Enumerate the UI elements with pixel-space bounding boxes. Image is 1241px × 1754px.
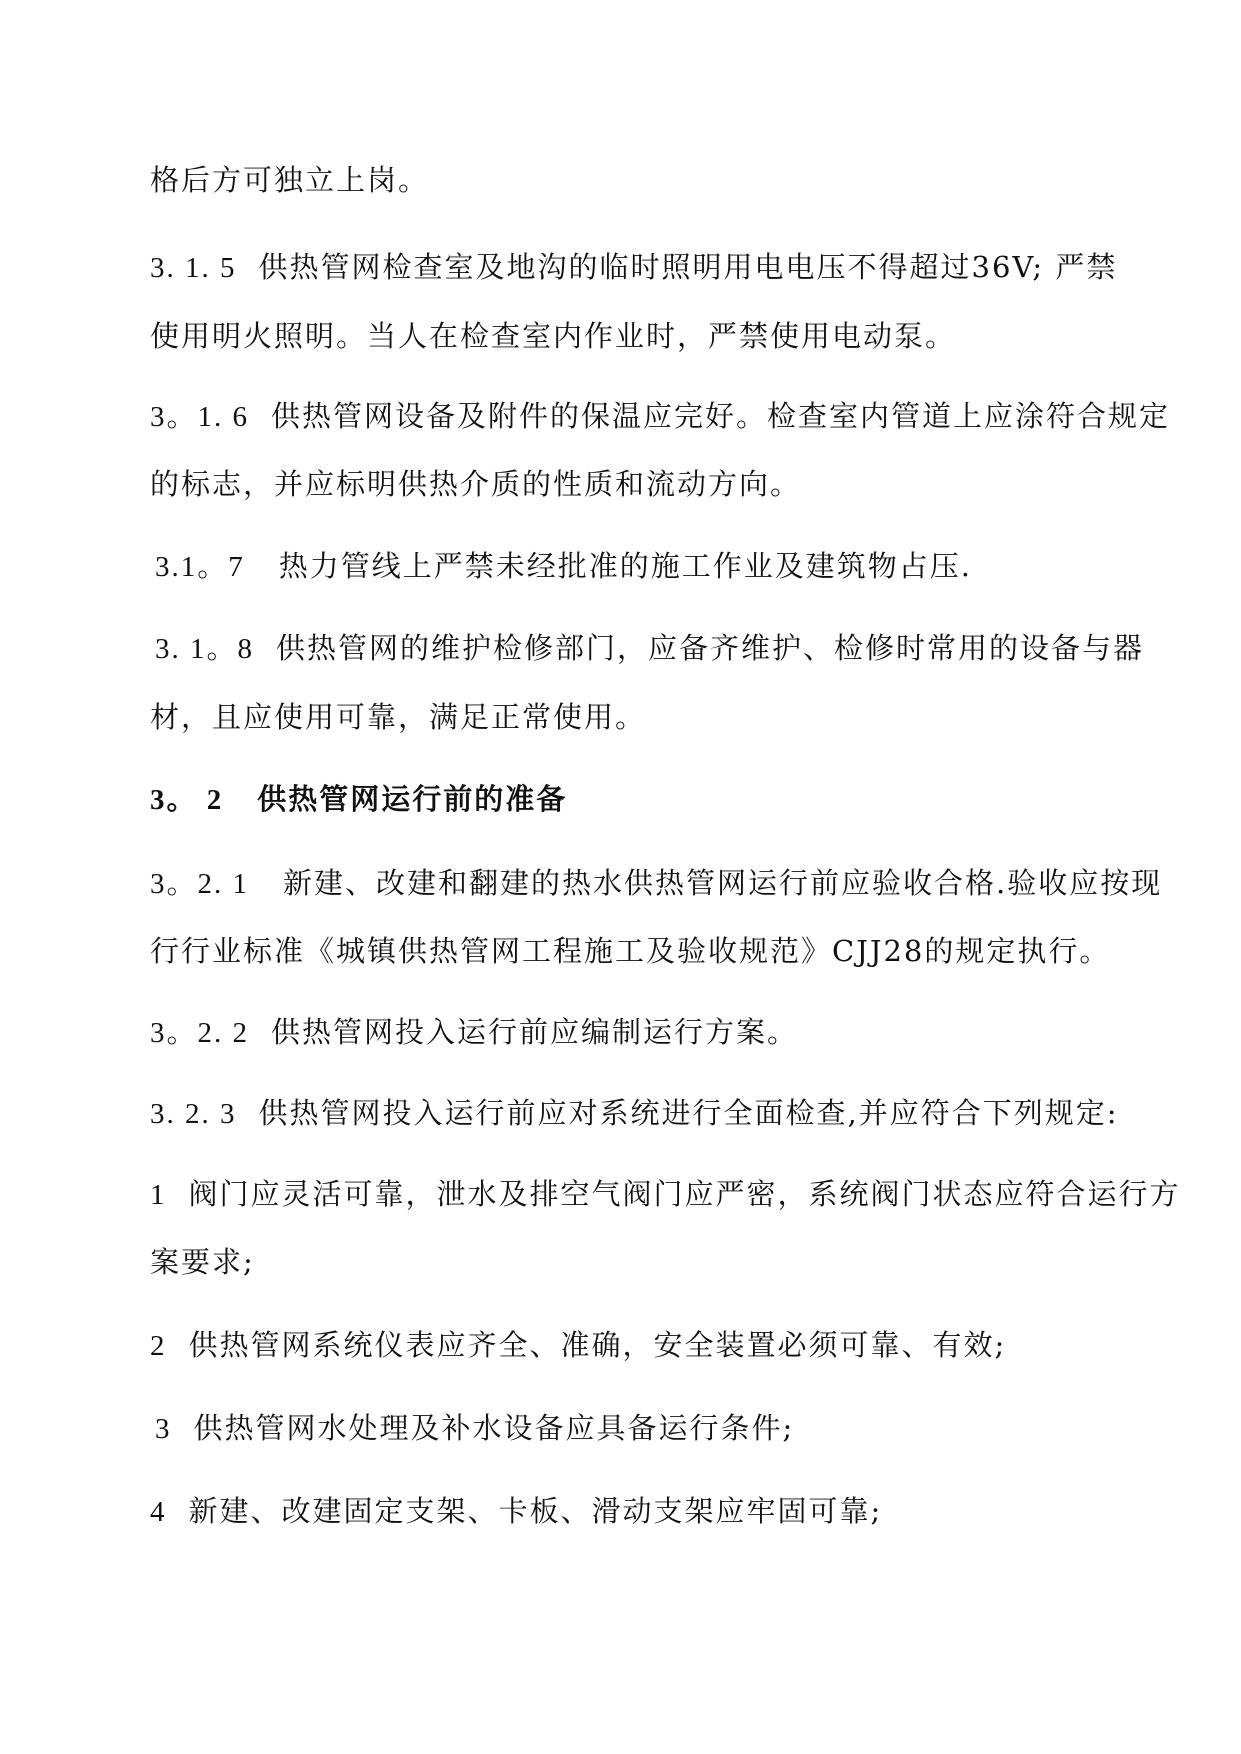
paragraph-line [150,466,801,502]
paragraph-line [150,318,956,354]
list-number: 2 [150,1330,167,1362]
clause-text: 热力管线上严禁未经批准的施工作业及建筑物占压. [278,549,972,583]
line-text: 行行业标准《城镇供热管网工程施工及验收规范》CJJ28的规定执行。 [150,934,1111,968]
clause-number: 3. 1。8 [155,633,255,665]
clause-text: 供热管网设备及附件的保温应完好。检查室内管道上应涂符合规定 [271,399,1171,433]
clause-3-1-7 [155,548,972,585]
clause-3-2-3 [150,1095,1119,1132]
paragraph-line [150,699,646,735]
line-text: 使用明火照明。当人在检查室内作业时，严禁使用电动泵。 [150,319,957,353]
clause-text: 新建、改建和翻建的热水供热管网运行前应验收合格.验收应按现 [283,866,1163,900]
clause-number: 3. 1. 5 [150,252,237,284]
list-number: 4 [150,1496,167,1528]
clause-3-2-1 [150,865,1162,902]
section-heading-3-2 [150,781,567,818]
clause-text: 供热管网投入运行前应编制运行方案。 [271,1015,799,1049]
section-number: 3。 2 [150,784,224,816]
line-text: 案要求; [150,1245,255,1279]
clause-number: 3。2. 1 [150,868,250,900]
clause-number: 3.1。7 [155,551,245,583]
section-title: 供热管网运行前的准备 [257,782,568,816]
list-number: 3 [155,1413,172,1445]
list-text: 供热管网系统仪表应齐全、准确，安全装置必须可靠、有效; [188,1328,1007,1362]
list-text: 阀门应灵活可靠，泄水及排空气阀门应严密，系统阀门状态应符合运行方 [188,1177,1181,1211]
clause-3-2-2 [150,1014,798,1051]
list-item-3 [155,1410,794,1447]
clause-text: 供热管网检查室及地沟的临时照明用电电压不得超过36V; 严禁 [258,250,1118,284]
list-text: 供热管网水处理及补水设备应具备运行条件; [193,1411,795,1445]
list-number: 1 [150,1179,167,1211]
list-item-1 [150,1176,1181,1213]
clause-3-1-8 [155,630,1144,667]
clause-number: 3。1. 6 [150,401,250,433]
clause-number: 3。2. 2 [150,1017,250,1049]
clause-text: 供热管网的维护检修部门，应备齐维护、检修时常用的设备与器 [276,631,1145,665]
clause-number: 3. 2. 3 [150,1098,237,1130]
list-item-4 [150,1493,882,1530]
clause-text: 供热管网投入运行前应对系统进行全面检查,并应符合下列规定: [258,1096,1119,1130]
clause-3-1-5 [150,249,1117,286]
clause-3-1-6 [150,398,1170,435]
paragraph-line [150,1244,255,1280]
line-text: 格后方可独立上岗。 [150,163,430,197]
paragraph-line [150,933,1110,969]
list-text: 新建、改建固定支架、卡板、滑动支架应牢固可靠; [188,1494,883,1528]
line-text: 的标志，并应标明供热介质的性质和流动方向。 [150,467,802,501]
paragraph-line [150,162,429,198]
list-item-2 [150,1327,1006,1364]
line-text: 材，且应使用可靠，满足正常使用。 [150,700,647,734]
